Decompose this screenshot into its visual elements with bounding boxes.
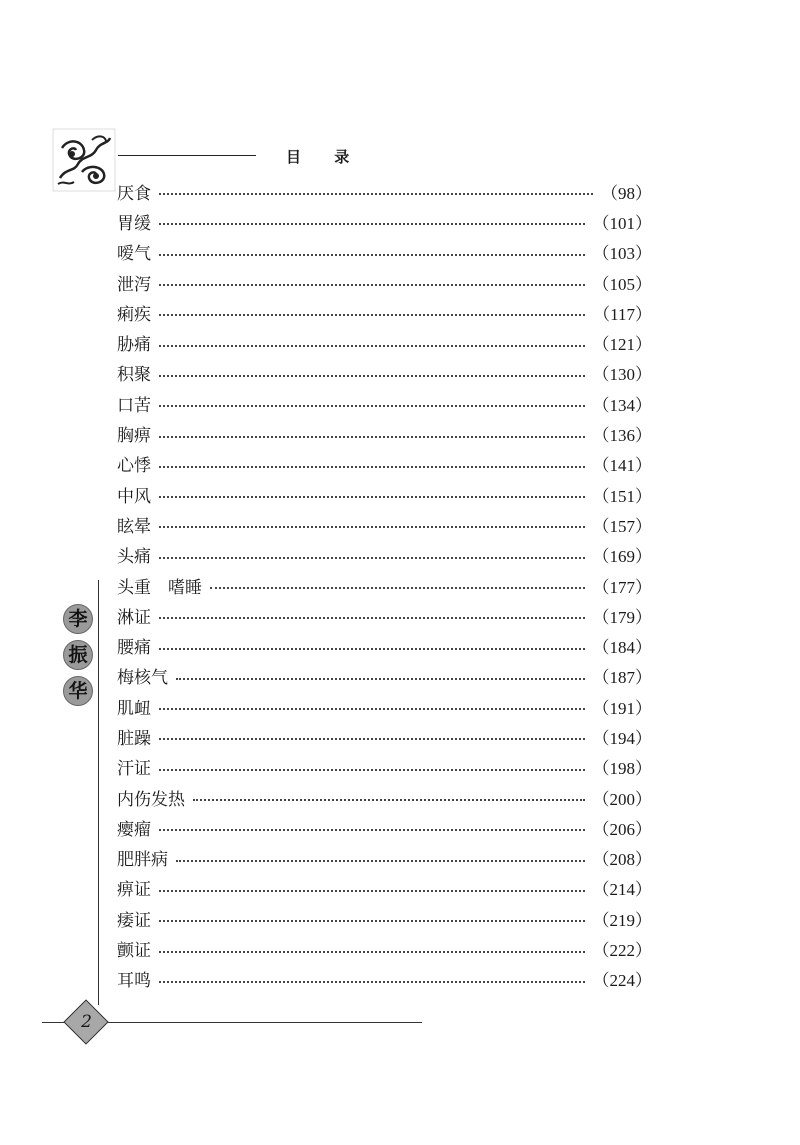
toc-entry-title: 头重 嗜睡	[117, 577, 202, 598]
toc-entry[interactable]	[117, 964, 652, 994]
toc-entry-page: （134）	[592, 395, 652, 415]
toc-entry[interactable]	[117, 206, 652, 236]
toc-entry-page: （169）	[592, 547, 652, 567]
toc-leader-dots	[176, 678, 585, 680]
toc-entry-title: 胸痹	[117, 426, 151, 447]
toc-entry-page: （136）	[592, 426, 652, 446]
toc-entry-page: （198）	[592, 759, 652, 779]
toc-entry-page: （157）	[592, 516, 652, 536]
toc-leader-dots	[159, 254, 585, 256]
toc-entry-page: （101）	[592, 213, 652, 233]
toc-leader-dots	[159, 466, 585, 468]
toc-entry[interactable]	[117, 418, 652, 448]
toc-leader-dots	[159, 193, 593, 195]
toc-entry[interactable]	[117, 903, 652, 933]
toc-entry-title: 口苦	[117, 395, 151, 416]
toc-leader-dots	[159, 375, 585, 377]
toc-entry-page: （151）	[592, 486, 652, 506]
toc-entry-title: 厌食	[117, 183, 151, 204]
author-name-badge	[63, 604, 93, 712]
toc-entry-title: 心悸	[117, 456, 151, 477]
toc-entry-title: 颤证	[117, 941, 151, 962]
toc-entry-title: 痿证	[117, 910, 151, 931]
toc-entry-title: 痹证	[117, 880, 151, 901]
toc-entry-title: 腰痛	[117, 638, 151, 659]
toc-entry[interactable]	[117, 509, 652, 539]
toc-leader-dots	[159, 738, 585, 740]
toc-entry[interactable]	[117, 327, 652, 357]
toc-entry[interactable]	[117, 479, 652, 509]
toc-leader-dots	[159, 829, 585, 831]
toc-entry[interactable]	[117, 358, 652, 388]
toc-entry-title: 脏躁	[117, 728, 151, 749]
toc-leader-dots	[159, 981, 585, 983]
toc-entry[interactable]	[117, 873, 652, 903]
toc-leader-dots	[159, 951, 585, 953]
toc-entry-page: （224）	[592, 971, 652, 991]
toc-entry-title: 肥胖病	[117, 850, 168, 871]
toc-entry-page: （117）	[593, 304, 652, 324]
toc-leader-dots	[159, 496, 585, 498]
toc-entry[interactable]	[117, 570, 652, 600]
toc-entry-page: （222）	[592, 941, 652, 961]
toc-entry-page: （187）	[592, 668, 652, 688]
side-vertical-rule	[98, 580, 99, 1005]
toc-entry-title: 胃缓	[117, 213, 151, 234]
toc-entry-title: 眩晕	[117, 516, 151, 537]
toc-leader-dots	[159, 920, 585, 922]
toc-leader-dots	[159, 769, 585, 771]
toc-leader-dots	[159, 314, 585, 316]
toc-leader-dots	[159, 284, 585, 286]
table-of-contents	[117, 176, 652, 994]
toc-entry[interactable]	[117, 630, 652, 660]
toc-entry-page: （179）	[592, 607, 652, 627]
toc-entry[interactable]	[117, 297, 652, 327]
toc-entry-page: （177）	[592, 577, 652, 597]
page-number: 2	[81, 1012, 92, 1032]
toc-entry[interactable]	[117, 812, 652, 842]
toc-entry[interactable]	[117, 782, 652, 812]
toc-entry-title: 中风	[117, 486, 151, 507]
toc-entry-page: （98）	[601, 183, 652, 203]
toc-entry-page: （105）	[592, 274, 652, 294]
toc-entry-title: 积聚	[117, 365, 151, 386]
author-char: 振	[63, 640, 93, 670]
toc-entry-page: （191）	[592, 698, 652, 718]
toc-entry-title: 头痛	[117, 547, 151, 568]
toc-entry-title: 梅核气	[117, 668, 168, 689]
toc-leader-dots	[210, 587, 585, 589]
toc-leader-dots	[159, 890, 585, 892]
toc-entry-title: 肌衄	[117, 698, 151, 719]
toc-entry-title: 痢疾	[117, 304, 151, 325]
toc-entry[interactable]	[117, 691, 652, 721]
toc-entry[interactable]	[117, 661, 652, 691]
toc-entry[interactable]	[117, 721, 652, 751]
toc-entry-page: （208）	[592, 850, 652, 870]
toc-entry-title: 瘿瘤	[117, 819, 151, 840]
flower-ornament-icon	[52, 128, 116, 192]
toc-leader-dots	[193, 799, 585, 801]
author-char: 李	[63, 604, 93, 634]
author-char: 华	[63, 676, 93, 706]
toc-entry-title: 嗳气	[117, 244, 151, 265]
toc-entry[interactable]	[117, 600, 652, 630]
toc-entry[interactable]	[117, 540, 652, 570]
toc-entry[interactable]	[117, 752, 652, 782]
toc-entry-page: （214）	[592, 880, 652, 900]
toc-leader-dots	[159, 617, 585, 619]
toc-entry-page: （103）	[592, 244, 652, 264]
toc-leader-dots	[159, 526, 585, 528]
toc-entry-page: （200）	[592, 789, 652, 809]
toc-entry[interactable]	[117, 267, 652, 297]
toc-entry-page: （194）	[592, 728, 652, 748]
toc-entry-page: （141）	[592, 456, 652, 476]
toc-entry-page: （184）	[592, 638, 652, 658]
toc-entry-page: （206）	[592, 819, 652, 839]
toc-entry-page: （219）	[592, 910, 652, 930]
toc-entry-page: （121）	[592, 335, 652, 355]
toc-entry[interactable]	[117, 388, 652, 418]
toc-entry[interactable]	[117, 176, 652, 206]
toc-leader-dots	[159, 345, 585, 347]
toc-entry-title: 汗证	[117, 759, 151, 780]
toc-entry-title: 泄泻	[117, 274, 151, 295]
toc-entry-title: 内伤发热	[117, 789, 185, 810]
toc-leader-dots	[159, 557, 585, 559]
toc-entry[interactable]	[117, 933, 652, 963]
toc-leader-dots	[159, 648, 585, 650]
toc-entry-title: 淋证	[117, 607, 151, 628]
toc-leader-dots	[159, 405, 585, 407]
toc-entry[interactable]	[117, 237, 652, 267]
toc-entry[interactable]	[117, 843, 652, 873]
toc-leader-dots	[159, 223, 585, 225]
toc-entry[interactable]	[117, 449, 652, 479]
page-title: 目 录	[286, 148, 364, 166]
toc-entry-title: 耳鸣	[117, 971, 151, 992]
toc-leader-dots	[159, 436, 585, 438]
toc-entry-title: 胁痛	[117, 335, 151, 356]
toc-leader-dots	[159, 708, 585, 710]
toc-leader-dots	[176, 860, 585, 862]
header-rule	[118, 155, 256, 156]
toc-entry-page: （130）	[592, 365, 652, 385]
